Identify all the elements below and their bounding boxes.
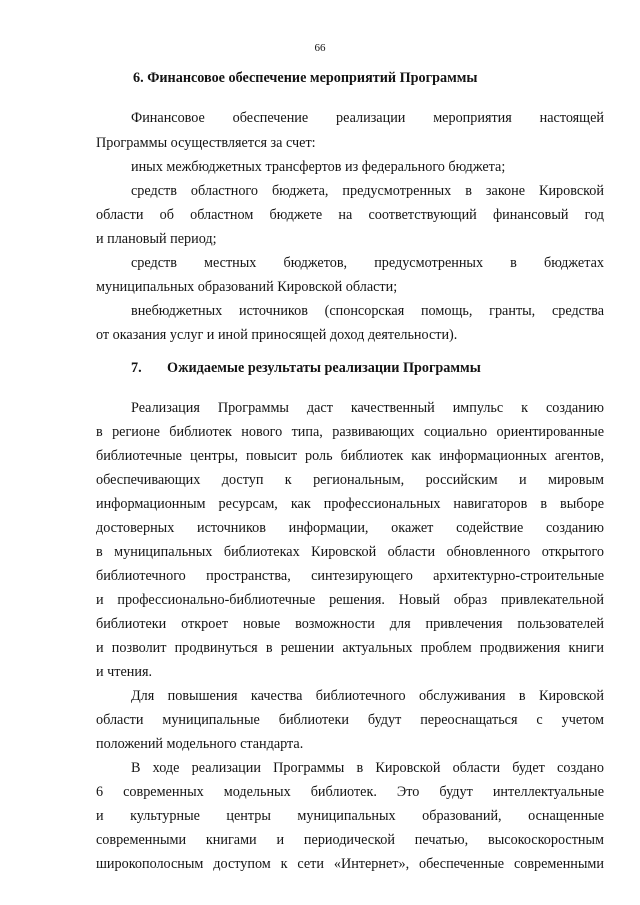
section-7-line-16: В ходе реализации Программы в Кировской области будет создано [131, 760, 604, 776]
section-7-line-2: в регионе библиотек нового типа, развивающих социально ориентированные [96, 424, 604, 440]
section-6-line-8: муниципальных образований Кировской области; [96, 279, 398, 295]
section-7-line-14: области муниципальные библиотеки будут переоснащаться с учетом [96, 712, 604, 728]
section-6-line-2: Программы осуществляется за счет: [96, 135, 316, 151]
section-7-line-19: современными книгами и периодической печатью, высокоскоростным [96, 832, 604, 848]
section-7-line-12: и чтения. [96, 664, 153, 680]
section-7-line-3: библиотечные центры, повысит роль библиотек как информационных агентов, [96, 448, 604, 464]
section-7-line-1: Реализация Программы даст качественный импульс к созданию [131, 400, 604, 416]
section-6-line-3: иных межбюджетных трансфертов из федерального бюджета; [131, 159, 506, 175]
section-7-line-8: библиотечного пространства, синтезирующего архитектурно-строительные [96, 568, 604, 584]
section-7-line-15: положений модельного стандарта. [96, 736, 304, 752]
section-7-line-6: достоверных источников информации, окажет содействие созданию [96, 520, 604, 536]
section-7-number: 7. [131, 360, 142, 376]
page-number: 66 [314, 42, 326, 54]
section-6-line-4: средств областного бюджета, предусмотренных в законе Кировской [131, 183, 604, 199]
section-6-line-9: внебюджетных источников (спонсорская помощь, гранты, средства [131, 303, 604, 319]
section-7-heading [131, 360, 481, 377]
section-6-heading: 6. Финансовое обеспечение мероприятий Программы [133, 70, 478, 86]
section-7-line-17: 6 современных модельных библиотек. Это будут интеллектуальные [96, 784, 604, 800]
section-7-title: Ожидаемые результаты реализации Программы [167, 360, 481, 376]
section-6-line-1: Финансовое обеспечение реализации мероприятия настоящей [131, 110, 604, 126]
section-7-line-20: широкополосным доступом к сети «Интернет», обеспеченные современными [96, 856, 604, 872]
section-7-line-5: информационным ресурсам, как профессиональных навигаторов в выборе [96, 496, 604, 512]
section-7-line-4: обеспечивающих доступ к региональным, российским и мировым [96, 472, 604, 488]
section-6-line-6: и плановый период; [96, 231, 217, 247]
section-7-line-9: и профессионально-библиотечные решения. Новый образ привлекательной [96, 592, 604, 608]
section-7-line-13: Для повышения качества библиотечного обслуживания в Кировской [131, 688, 604, 704]
section-7-line-18: и культурные центры муниципальных образований, оснащенные [96, 808, 604, 824]
section-7-line-7: в муниципальных библиотеках Кировской области обновленного открытого [96, 544, 604, 560]
section-6-line-10: от оказания услуг и иной приносящей доход деятельности). [96, 327, 458, 343]
section-6-line-7: средств местных бюджетов, предусмотренных в бюджетах [131, 255, 604, 271]
section-6-line-5: области об областном бюджете на соответствующий финансовый год [96, 207, 604, 223]
section-7-line-11: и позволит продвинуться в решении актуальных проблем продвижения книги [96, 640, 604, 656]
section-7-line-10: библиотеки откроет новые возможности для привлечения пользователей [96, 616, 604, 632]
